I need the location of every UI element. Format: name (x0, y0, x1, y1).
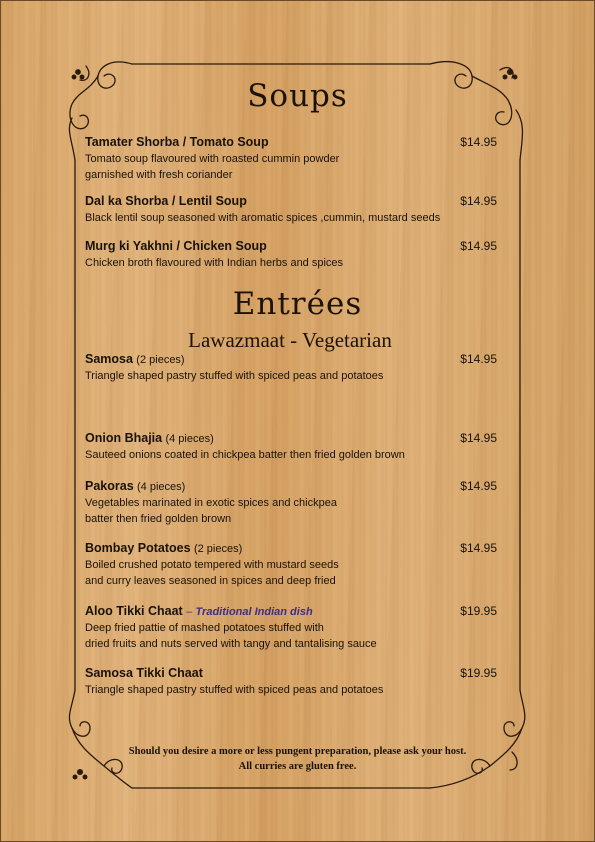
item-name: Murg ki Yakhni / Chicken Soup (85, 239, 267, 253)
item-description: Chicken broth flavoured with Indian herbs and spices (85, 257, 344, 269)
item-note: Traditional Indian dish (195, 606, 313, 618)
item-price: $14.95 (460, 239, 497, 253)
menu-item (85, 194, 497, 227)
item-price: $14.95 (460, 431, 497, 445)
item-quantity: (4 pieces) (165, 433, 214, 445)
item-description: Triangle shaped pastry stuffed with spiced peas and potatoes (85, 370, 384, 382)
item-quantity: (2 pieces) (136, 354, 185, 366)
menu-item (85, 239, 497, 272)
item-price: $14.95 (460, 541, 497, 555)
item-quantity: (2 pieces) (193, 543, 243, 555)
item-description: Tomato soup flavoured with roasted cummin powder garnished with fresh coriander (85, 153, 340, 181)
entrees-subtitle: Lawazmaat - Vegetarian (188, 328, 392, 352)
item-price: $14.95 (460, 479, 497, 493)
item-description: Sauteed onions coated in chickpea batter then fried golden brown (85, 449, 405, 461)
menu-item (85, 604, 497, 652)
item-name: Samosa Tikki Chaat (85, 666, 203, 680)
menu-item (85, 479, 497, 527)
item-name: Bombay Potatoes (85, 541, 191, 555)
item-name: Tamater Shorba / Tomato Soup (85, 135, 269, 149)
footer-line-gluten: All curries are gluten free. (238, 761, 357, 772)
menu-item (85, 666, 497, 699)
item-price: $14.95 (460, 194, 497, 208)
item-price: $14.95 (460, 352, 497, 366)
entrees-heading: Entrées (232, 286, 363, 322)
soups-heading: Soups (247, 78, 348, 114)
item-name: Onion Bhajia (85, 431, 163, 445)
item-description: Vegetables marinated in exotic spices and chickpea batter then fried golden brown (85, 497, 337, 525)
item-name: Samosa (85, 352, 133, 366)
item-name: Aloo Tikki Chaat (85, 604, 183, 618)
item-description: Boiled crushed potato tempered with mustard seeds and curry leaves seasoned in spices and deep fried (85, 559, 339, 587)
item-price: $19.95 (460, 604, 497, 618)
menu-item (85, 352, 497, 385)
item-price: $14.95 (460, 135, 497, 149)
menu-item (85, 431, 497, 464)
item-dash: – (186, 606, 193, 618)
item-price: $19.95 (460, 666, 497, 680)
item-description: Deep fried pattie of mashed potatoes stuffed with dried fruits and nuts served with tangy and tantalising sauce (85, 622, 377, 650)
item-description: Black lentil soup seasoned with aromatic spices ,cummin, mustard seeds (85, 212, 441, 224)
menu-item (85, 135, 497, 183)
footer-line-pungency: Should you desire a more or less pungent preparation, please ask your host. (128, 746, 467, 757)
item-name: Pakoras (85, 479, 134, 493)
item-quantity: (4 pieces) (137, 481, 186, 493)
item-description: Triangle shaped pastry stuffed with spiced peas and potatoes (85, 684, 384, 696)
item-name: Dal ka Shorba / Lentil Soup (85, 194, 247, 208)
menu-item (85, 541, 497, 589)
footer-note (0, 744, 595, 774)
